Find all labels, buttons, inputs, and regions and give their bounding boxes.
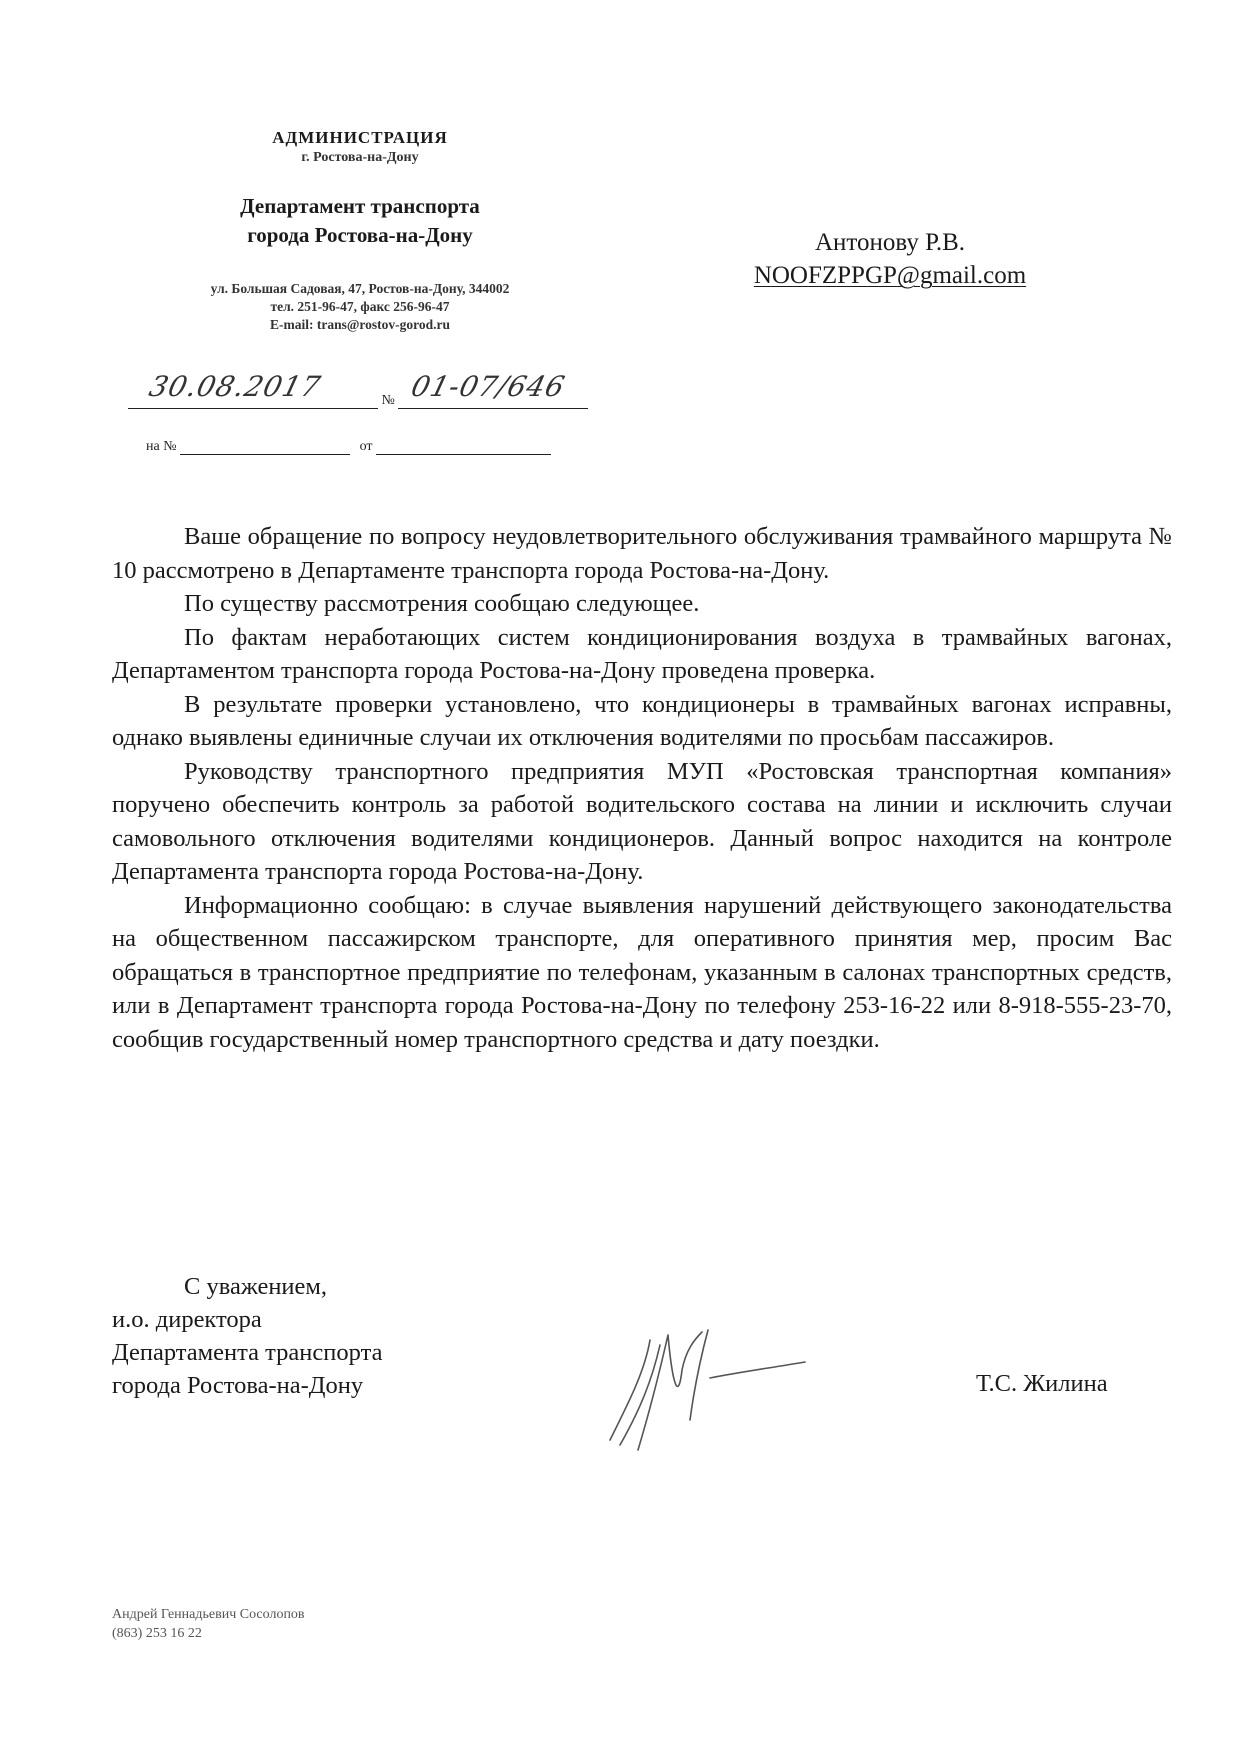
body-paragraph: По существу рассмотрения сообщаю следующее. bbox=[184, 590, 700, 617]
letterhead-org: АДМИНИСТРАЦИЯ bbox=[272, 128, 448, 147]
closing-position: и.о. директора bbox=[112, 1306, 262, 1333]
incoming-reference-line bbox=[146, 438, 551, 455]
department-line-1: Департамент транспорта bbox=[240, 194, 480, 218]
body-paragraph: Ваше обращение по вопросу неудовлетворительного обслуживания трамвайного маршрута № 10 рассмотрено в Департаменте транспорта города Ростова-на-Дону. bbox=[112, 523, 1172, 584]
letterhead-email: E-mail: trans@rostov-gorod.ru bbox=[269, 317, 451, 332]
letterhead-address: ул. Большая Садовая, 47, Ростов-на-Дону, 344002 bbox=[210, 281, 510, 296]
letterhead-department bbox=[130, 192, 590, 250]
ot-label: от bbox=[359, 439, 373, 454]
closing-city: города Ростова-на-Дону bbox=[112, 1372, 364, 1399]
handwritten-date: 30.08.2017 bbox=[145, 370, 325, 403]
number-label: № bbox=[381, 393, 395, 408]
na-underline bbox=[180, 438, 350, 455]
recipient-block bbox=[700, 226, 1080, 292]
ot-underline bbox=[376, 438, 551, 455]
body-paragraph: В результате проверки установлено, что кондиционеры в трамвайных вагонах исправны, однако выявлены единичные случаи их отключения водителями по просьбам пассажиров. bbox=[112, 690, 1172, 751]
letterhead-city: г. Ростова-на-Дону bbox=[301, 150, 419, 165]
na-label: на № bbox=[146, 439, 177, 454]
closing-block bbox=[112, 1270, 382, 1402]
executor-phone: (863) 253 16 22 bbox=[112, 1626, 202, 1641]
handwritten-number: 01-07/646 bbox=[407, 370, 569, 403]
letterhead-contacts bbox=[130, 280, 590, 334]
letter-body bbox=[112, 520, 1172, 1056]
executor-info bbox=[112, 1605, 305, 1643]
signer-name: Т.С. Жилина bbox=[976, 1370, 1108, 1397]
body-paragraph: По фактам неработающих систем кондиционирования воздуха в трамвайных вагонах, Департаментом транспорта города Ростова-на-Дону проведена проверка. bbox=[112, 623, 1172, 684]
closing-regards: С уважением, bbox=[184, 1273, 328, 1300]
department-line-2: города Ростова-на-Дону bbox=[247, 223, 473, 247]
signature-image bbox=[590, 1310, 830, 1460]
closing-department: Департамента транспорта bbox=[112, 1339, 383, 1366]
recipient-name: Антонову Р.В. bbox=[814, 229, 966, 256]
body-paragraph: Информационно сообщаю: в случае выявления нарушений действующего законодательства на общественном пассажирском транспорте, для оперативного принятия мер, просим Вас обращаться в транспортное предприятие по телефонам, указанным в салонах транспортных средств, или в Департамент транспорта города Ростова-на-Дону по телефону 253-16-22 или 8-918-555-23-70, сообщив государственный номер транспортного средства и дату поездки. bbox=[112, 891, 1172, 1053]
letterhead bbox=[130, 128, 590, 334]
letterhead-phones: тел. 251-96-47, факс 256-96-47 bbox=[270, 299, 450, 314]
body-paragraph: Руководству транспортного предприятия МУП «Ростовская транспортная компания» поручено обеспечить контроль за работой водительского состава на линии и исключить случаи самовольного отключения водителями кондиционеров. Данный вопрос находится на контроле Департамента транспорта города Ростова-на-Дону. bbox=[112, 757, 1172, 885]
executor-name: Андрей Геннадьевич Сосолопов bbox=[112, 1607, 305, 1622]
recipient-email: NOOFZPPGP@gmail.com bbox=[753, 262, 1027, 289]
